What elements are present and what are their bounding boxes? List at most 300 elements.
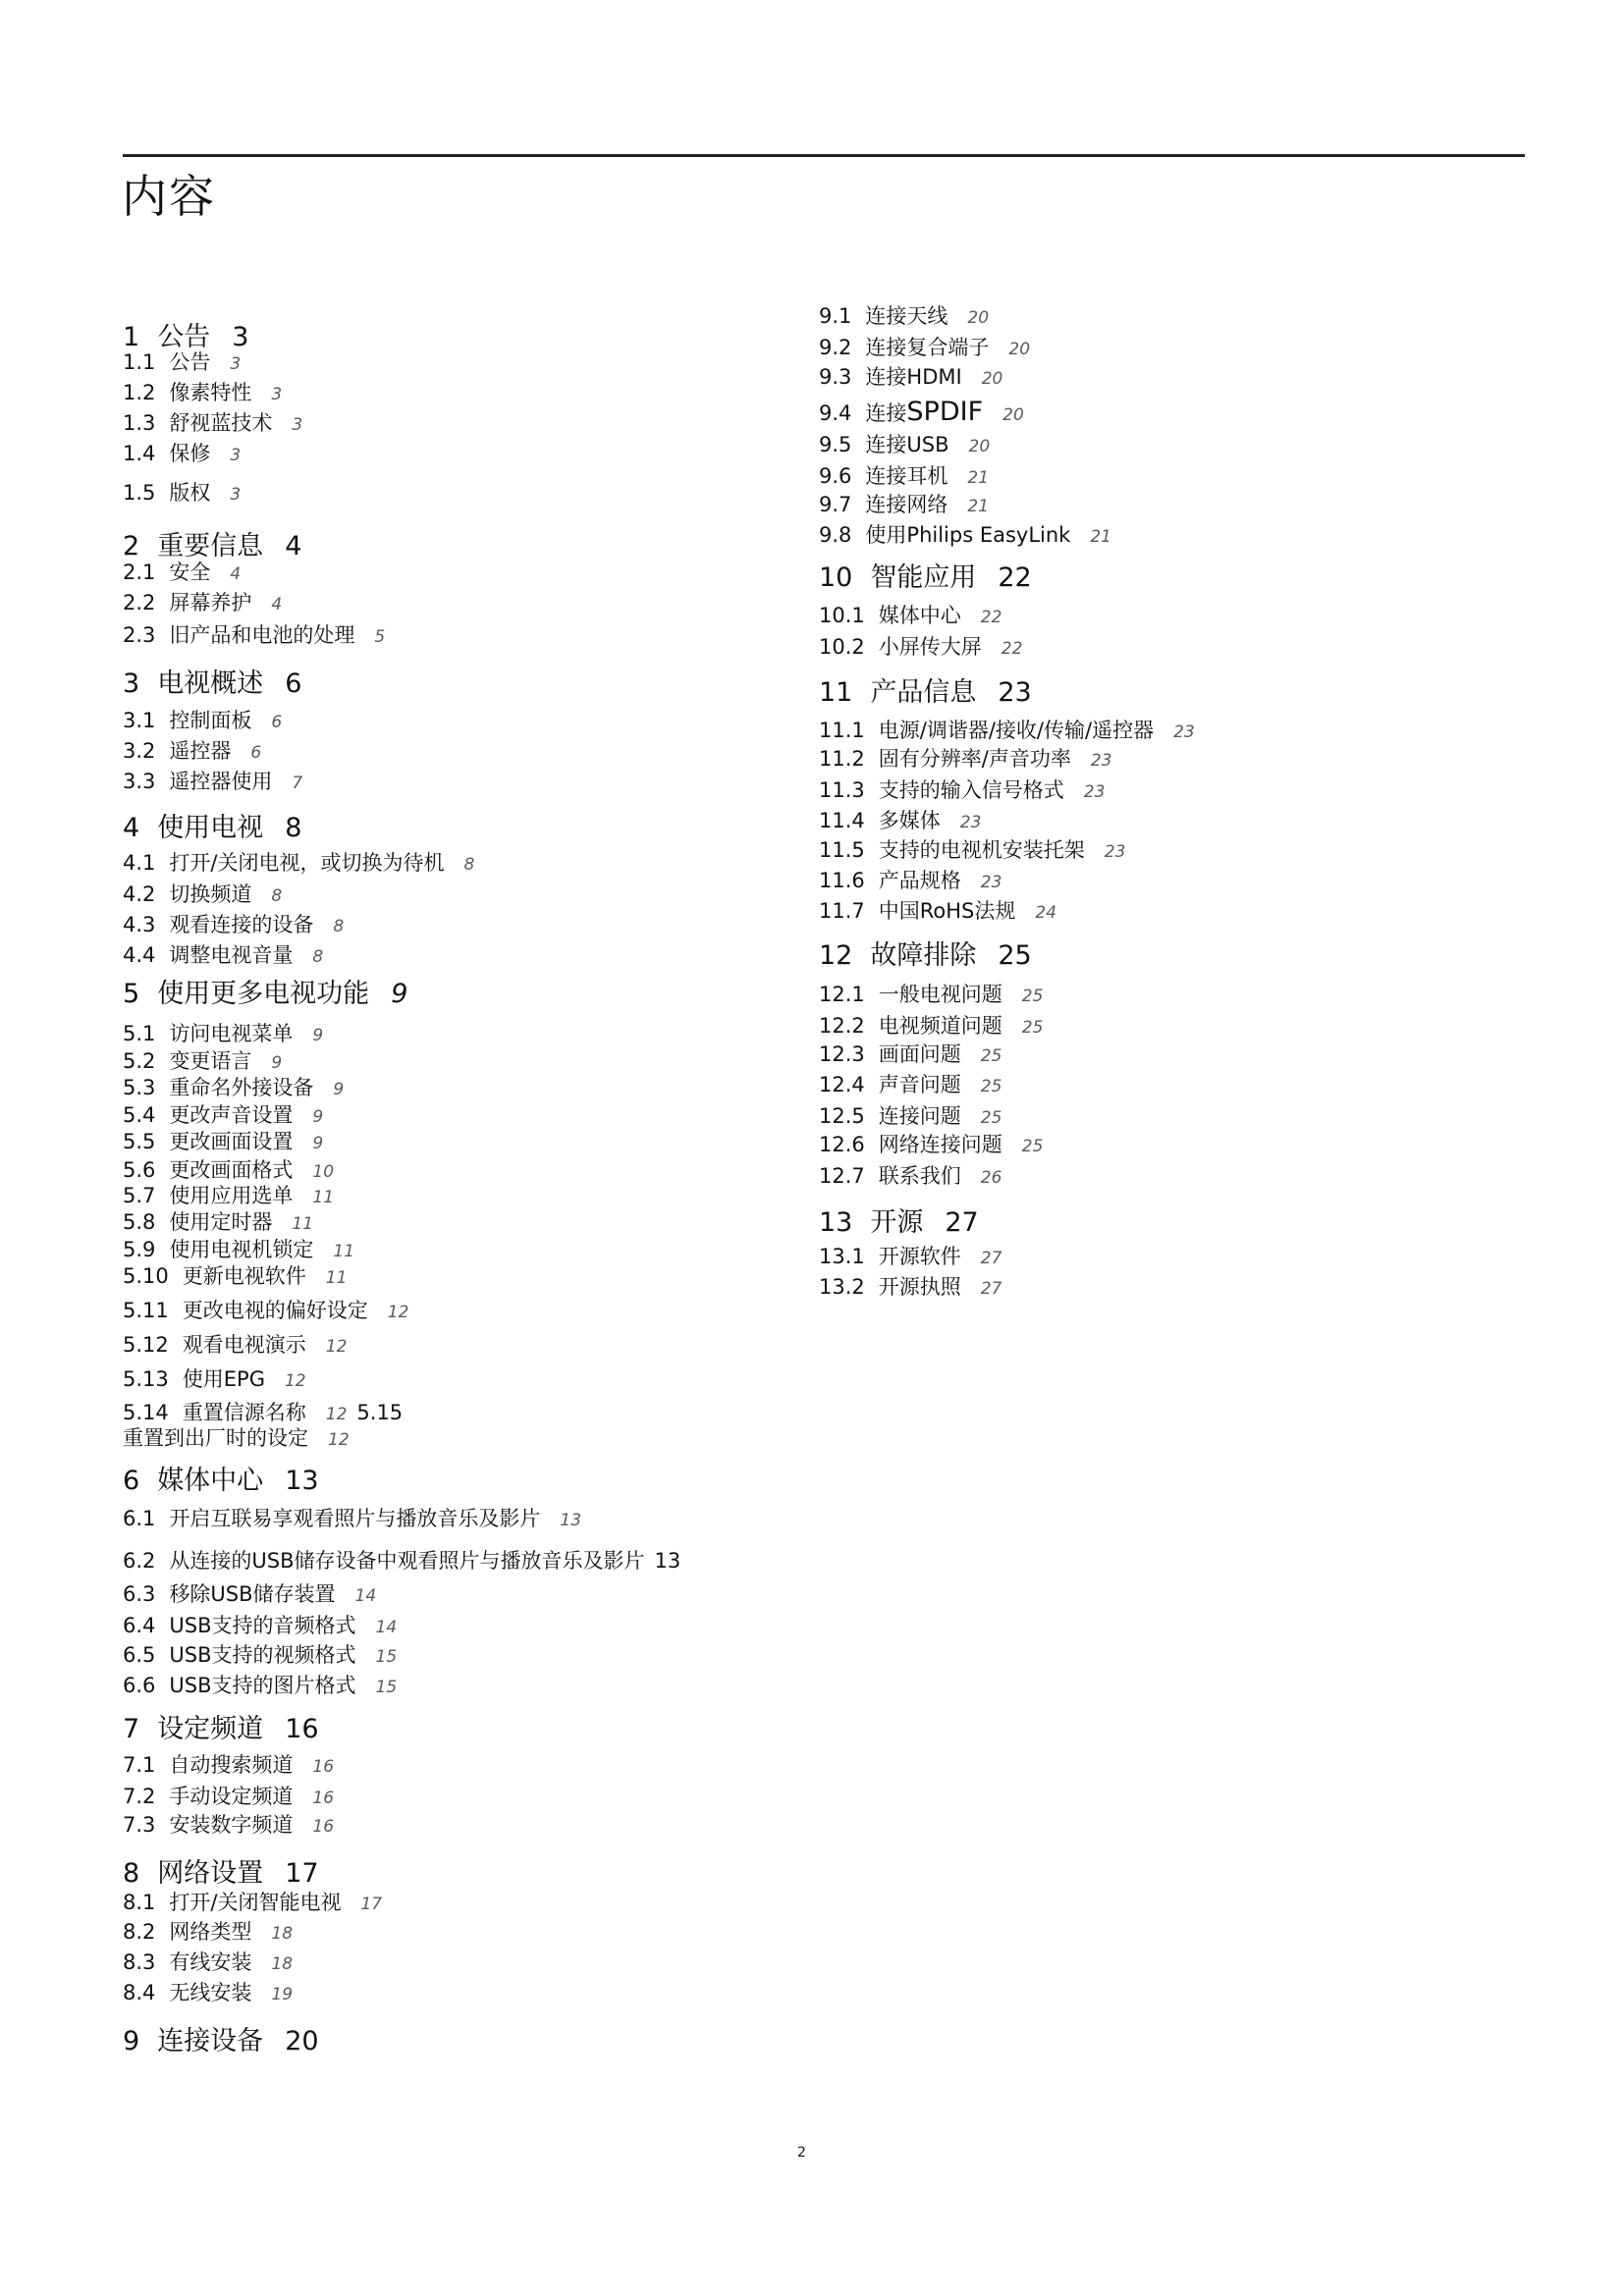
toc-entry-page: 25 [1021,1018,1044,1038]
toc-entry-title: 一般电视问题 [878,983,1002,1006]
toc-entry-number: 9.7 [819,493,852,516]
toc-entry-page: 25 [980,1046,1002,1066]
toc-section[interactable] [123,1581,376,1609]
toc-entry-page: 22 [980,608,1002,627]
toc-entry-page: 11 [325,1268,348,1288]
toc-entry-page: 9 [391,979,408,1009]
toc-entry-title: 支持的电视机安装托架 [878,838,1085,862]
toc-entry-title: 遥控器使用 [169,770,273,793]
toc-section[interactable] [123,1949,293,1977]
toc-entry-number: 5.12 [123,1333,169,1357]
toc-entry-page: 12 [325,1405,348,1424]
toc-entry-page: 21 [967,468,990,488]
toc-entry-page: 25 [980,1108,1002,1128]
toc-section[interactable] [819,868,1001,895]
toc-section[interactable] [123,1890,382,1917]
toc-entry-number: 6.5 [123,1643,156,1667]
toc-entry-page: 8 [312,947,324,967]
toc-entry-page: 11 [292,1214,314,1234]
toc-entry-page: 22 [998,562,1032,593]
toc-entry-number: 7.3 [123,1813,156,1837]
toc-entry-page: 3 [230,354,242,374]
toc-entry-title: 重置到出厂时的设定 [123,1426,308,1450]
toc-entry-number: 11.3 [819,778,865,802]
toc-entry-number: 4.1 [123,851,156,875]
toc-entry-title: 安全 [169,561,211,584]
toc-section[interactable] [819,303,989,331]
toc-entry-page: 13 [560,1511,582,1530]
toc-entry-page: 26 [980,1168,1002,1188]
toc-entry-title: 重要信息 [157,531,264,561]
toc-entry-title: 媒体中心 [878,604,961,627]
toc-entry-title: 观看电视演示 [182,1333,306,1357]
toc-entry-number: 5.9 [123,1238,156,1261]
toc-entry-number: 6.2 [123,1549,156,1573]
toc-section[interactable] [123,1021,323,1048]
toc-entry-title: 切换频道 [169,882,252,906]
toc-section[interactable] [819,1103,1001,1131]
toc-entry-title: 产品信息 [870,677,977,708]
toc-section[interactable] [819,522,1111,550]
toc-entry-page: 16 [312,1817,335,1837]
toc-entry-page: 25 [998,940,1032,971]
toc-entry-trailing-number: 5.15 [356,1401,404,1424]
toc-section[interactable] [123,622,385,650]
toc-section[interactable] [819,1132,1043,1159]
toc-entry-page: 9 [271,1053,283,1073]
toc-section[interactable] [123,380,282,407]
toc-entry-title: 公告 [169,350,211,374]
toc-entry-number: 13 [819,1207,853,1238]
toc-entry-number: 3 [123,668,140,699]
toc-section[interactable] [819,397,1024,428]
toc-entry-title: 更改画面格式 [169,1158,294,1182]
toc-entry-title: 智能应用 [870,562,977,593]
toc-entry-number: 10.2 [819,635,865,659]
toc-entry-number: 5.5 [123,1130,156,1153]
toc-entry-number: 11.2 [819,747,865,771]
toc-entry-number: 8.2 [123,1920,156,1944]
toc-entry-title: 网络设置 [157,1858,264,1889]
toc-entry-number: 6.6 [123,1674,156,1697]
toc-entry-title: 重置信源名称 [182,1401,306,1424]
toc-section[interactable] [123,1613,397,1640]
toc-entry-page: 3 [292,415,303,435]
toc-section[interactable] [819,364,1002,392]
toc-entry-number: 1.1 [123,350,156,374]
toc-entry-title: 开源软件 [878,1245,961,1268]
toc-entry-number: 5.11 [123,1299,169,1322]
toc-section[interactable] [123,1980,293,2007]
toc-section[interactable] [123,441,241,468]
toc-section[interactable] [123,1183,334,1210]
toc-entry-title: 声音问题 [878,1073,961,1096]
toc-entry-title: 更改电视的偏好设定 [182,1299,368,1322]
toc-entry-number: 5.7 [123,1184,156,1207]
toc-entry-page: 3 [230,485,242,505]
toc-section[interactable] [819,1163,1001,1191]
toc-entry-number: 9.6 [819,464,852,488]
toc-entry-number: 6.4 [123,1614,156,1637]
toc-entry-number: 2.3 [123,623,156,647]
toc-entry-title: 使用更多电视功能 [157,979,370,1009]
toc-entry-page: 20 [967,308,990,328]
toc-entry-page: 20 [1008,340,1031,359]
toc-section[interactable] [123,1102,323,1130]
toc-entry-number: 5.13 [123,1367,169,1391]
toc-chapter[interactable] [819,940,1032,972]
toc-entry-number: 8.1 [123,1891,156,1914]
toc-section[interactable] [123,1642,397,1670]
toc-entry-number: 12.6 [819,1133,865,1156]
toc-entry-title: 使用电视 [157,813,264,843]
toc-entry-title: 使用Philips EasyLink [865,523,1071,547]
toc-chapter[interactable] [123,2026,319,2057]
toc-entry-page: 17 [360,1895,383,1914]
toc-entry-number: 3.2 [123,739,156,763]
toc-entry-page: 12 [325,1337,348,1357]
toc-entry-page: 23 [980,873,1002,892]
toc-chapter[interactable] [123,1466,319,1497]
toc-entry-number: 4.2 [123,882,156,906]
toc-entry-number: 7 [123,1714,140,1744]
toc-entry-page: 21 [967,497,990,516]
toc-section[interactable] [123,850,474,878]
page-number: 2 [797,2145,806,2161]
toc-entry-number: 8.3 [123,1950,156,1974]
toc-entry-title: 支持的输入信号格式 [878,778,1064,802]
toc-entry-page: 23 [1173,722,1195,742]
toc-entry-title: 安装数字频道 [169,1813,294,1837]
toc-entry-title: 连接HDMI [865,365,962,389]
toc-entry-number: 4 [123,813,140,843]
toc-entry-number: 4.4 [123,943,156,967]
toc-section[interactable] [123,1506,581,1533]
toc-section[interactable] [819,808,981,835]
toc-section[interactable] [819,718,1195,745]
toc-entry-page: 8 [285,813,302,843]
toc-section[interactable] [819,1274,1001,1302]
toc-entry-title: 打开/关闭电视，或切换为待机 [169,851,445,875]
toc-entry-title: 使用定时器 [169,1210,273,1234]
toc-entry-title: 设定频道 [157,1714,264,1744]
toc-section[interactable] [123,410,302,438]
toc-section[interactable] [123,560,241,587]
toc-entry-number: 12.4 [819,1073,865,1096]
toc-entry-page: 9 [312,1134,324,1153]
toc-entry-title: 连接网络 [865,493,948,516]
toc-entry-number: 5.8 [123,1210,156,1234]
toc-entry-title: 访问电视菜单 [169,1022,294,1045]
toc-section[interactable] [123,769,302,796]
toc-section[interactable] [819,603,1001,630]
toc-entry-page: 16 [285,1714,319,1744]
toc-entry-title: 媒体中心 [157,1466,264,1496]
toc-chapter[interactable] [123,1714,319,1745]
toc-section[interactable] [819,982,1043,1009]
toc-chapter[interactable] [123,1858,319,1890]
toc-entry-title: 电视频道问题 [878,1014,1002,1038]
toc-section[interactable] [819,335,1030,362]
toc-section[interactable] [819,463,989,491]
toc-entry-page: 11 [312,1188,335,1207]
toc-entry-title: 电视概述 [157,668,264,699]
toc-section[interactable] [819,634,1022,662]
toc-entry-page: 6 [285,668,302,699]
toc-entry-title: 无线安装 [169,1981,252,2004]
toc-entry-title: 网络类型 [169,1920,252,1944]
toc-entry-title: USB支持的图片格式 [169,1674,356,1697]
toc-entry-page: 14 [354,1586,377,1606]
toc-entry-title: 画面问题 [878,1042,961,1066]
toc-entry-title: 重命名外接设备 [169,1076,314,1099]
header-rule [123,154,1525,157]
toc-section[interactable] [819,777,1105,805]
toc-entry-page: 3 [232,322,249,352]
toc-entry-page: 23 [959,813,982,832]
toc-entry-number: 13.1 [819,1245,865,1268]
toc-entry-number: 11.1 [819,719,865,742]
toc-entry-title: 舒视蓝技术 [169,411,273,435]
toc-entry-page: 4 [230,564,242,584]
toc-entry-page: 20 [981,369,1003,389]
toc-section[interactable] [123,912,344,939]
toc-chapter[interactable] [123,979,407,1010]
toc-entry-title: 控制面板 [169,709,252,732]
toc-entry-page: 20 [968,437,991,456]
toc-section[interactable] [123,1784,334,1811]
toc-entry-number: 5.14 [123,1401,169,1424]
toc-section[interactable] [819,746,1111,774]
toc-entry-page: 25 [1021,987,1044,1006]
toc-section[interactable] [123,1237,354,1264]
toc-entry-title: 打开/关闭智能电视 [169,1891,342,1914]
toc-section[interactable] [123,1425,350,1453]
toc-entry-page: 9 [333,1080,345,1099]
toc-entry-number: 11 [819,677,853,708]
toc-entry-number: 12.3 [819,1042,865,1066]
toc-entry-title: 变更语言 [169,1049,252,1073]
toc-entry-title: 固有分辨率/声音功率 [878,747,1071,771]
toc-chapter[interactable] [123,813,301,844]
toc-section[interactable] [123,1298,408,1325]
toc-entry-title: USB支持的音频格式 [169,1614,356,1637]
toc-entry-number: 9 [123,2026,140,2056]
toc-entry-title: 观看连接的设备 [169,913,314,936]
toc-entry-page: 19 [271,1985,294,2004]
toc-entry-number: 1.5 [123,481,156,505]
toc-entry-page: 18 [271,1954,294,1974]
toc-entry-title: 开源执照 [878,1275,961,1299]
toc-section[interactable] [123,1157,334,1185]
toc-entry-title: USB支持的视频格式 [169,1643,356,1667]
toc-section[interactable] [123,1812,334,1840]
toc-entry-page: 13 [654,1549,681,1573]
toc-entry-page: 9 [312,1026,324,1045]
toc-entry-page: 6 [250,743,262,763]
toc-entry-title: 产品规格 [878,869,961,892]
toc-entry-number: 10 [819,562,853,593]
toc-section[interactable] [819,1041,1001,1069]
toc-entry-number: 5.3 [123,1076,156,1099]
toc-section[interactable] [819,1244,1001,1271]
toc-entry-number: 3.1 [123,709,156,732]
toc-entry-number: 9.5 [819,433,852,456]
toc-entry-title: 连接问题 [878,1104,961,1128]
toc-entry-page: 27 [980,1249,1002,1268]
toc-entry-number: 1.3 [123,411,156,435]
toc-section[interactable] [123,1752,334,1780]
toc-entry-title: 更改画面设置 [169,1130,294,1153]
toc-entry-title: 遥控器 [169,739,232,763]
toc-chapter[interactable] [123,668,301,700]
toc-section[interactable] [123,942,323,970]
toc-entry-title: 公告 [157,322,211,352]
toc-entry-number: 1 [123,322,140,352]
toc-section[interactable] [123,738,261,766]
toc-entry-title: 从连接的USB储存设备中观看照片与播放音乐及影片 [169,1549,645,1573]
toc-entry-number: 9.2 [819,336,852,359]
toc-entry-number: 12 [819,940,853,971]
toc-entry-title: 连接设备 [157,2026,264,2056]
toc-entry-title: 使用应用选单 [169,1184,294,1207]
toc-entry-title: 连接天线 [865,304,948,328]
toc-entry-title: 使用EPG [182,1367,265,1391]
toc-entry-number: 5.6 [123,1158,156,1182]
toc-entry-page: 4 [271,595,283,614]
toc-entry-number: 5.1 [123,1022,156,1045]
toc-entry-number: 7.1 [123,1753,156,1777]
toc-entry-page: 11 [333,1242,355,1261]
toc-entry-number: 9.4 [819,401,852,425]
toc-entry-page: 3 [230,446,242,465]
toc-section[interactable] [123,1332,347,1360]
toc-entry-title: 小屏传大屏 [878,635,982,659]
toc-entry-number: 9.1 [819,304,852,328]
toc-chapter[interactable] [819,562,1032,594]
toc-section[interactable] [123,1075,344,1102]
toc-entry-number: 11.7 [819,899,865,923]
toc-section[interactable] [123,480,241,507]
toc-entry-title: 多媒体 [878,809,941,832]
toc-entry-page: 8 [463,855,475,875]
toc-entry-page: 13 [285,1466,319,1496]
toc-section[interactable] [819,492,989,519]
toc-entry-title: 连接耳机 [865,464,948,488]
toc-entry-page: 23 [1083,782,1106,802]
toc-entry-page: 16 [312,1757,335,1777]
toc-entry-title: 连接USB [865,433,949,456]
toc-section[interactable] [123,1209,313,1237]
toc-entry-number: 12.5 [819,1104,865,1128]
toc-entry-number: 5 [123,979,140,1009]
toc-entry-number: 3.3 [123,770,156,793]
toc-entry-page: 8 [333,917,345,936]
toc-section[interactable] [123,1919,293,1947]
toc-entry-page: 18 [271,1924,294,1944]
toc-entry-page: 9 [312,1107,324,1127]
toc-section[interactable] [123,349,241,377]
toc-entry-title: 版权 [169,481,211,505]
toc-entry-number: 1.4 [123,442,156,465]
toc-entry-page: 4 [285,531,302,561]
toc-entry-title: 保修 [169,442,211,465]
toc-entry-number: 6.1 [123,1507,156,1530]
toc-entry-page: 15 [375,1647,398,1667]
toc-entry-page: 27 [980,1279,1002,1299]
toc-entry-page: 20 [1002,405,1024,425]
toc-entry-page: 10 [312,1162,335,1182]
toc-section[interactable] [819,898,1056,926]
toc-entry-page: 25 [980,1077,1002,1096]
toc-section[interactable] [123,590,282,617]
toc-section[interactable] [123,1048,282,1076]
toc-entry-title: 移除USB储存装置 [169,1582,336,1606]
toc-section[interactable] [819,1072,1001,1099]
toc-section[interactable] [819,837,1125,865]
toc-entry-page: 15 [375,1678,398,1697]
toc-entry-title: 使用电视机锁定 [169,1238,314,1261]
toc-entry-number: 9.8 [819,523,852,547]
toc-entry-number: 11.5 [819,838,865,862]
toc-section[interactable] [123,1400,403,1427]
toc-entry-number: 12.1 [819,983,865,1006]
toc-section[interactable] [123,708,282,735]
toc-entry-title: 网络连接问题 [878,1133,1002,1156]
toc-section[interactable] [819,1013,1043,1041]
toc-entry-number: 7.2 [123,1785,156,1808]
toc-section[interactable] [123,1366,306,1394]
toc-entry-title: 联系我们 [878,1164,961,1188]
toc-section[interactable] [123,881,282,909]
toc-entry-title: 像素特性 [169,381,252,404]
toc-entry-page: 21 [1090,527,1111,547]
toc-entry-number: 12.2 [819,1014,865,1038]
toc-entry-title: 自动搜索频道 [169,1753,294,1777]
toc-entry-number: 11.6 [819,869,865,892]
toc-entry-page: 12 [387,1303,409,1322]
toc-entry-number: 11.4 [819,809,865,832]
toc-entry-title: 旧产品和电池的处理 [169,623,355,647]
toc-entry-number: 1.2 [123,381,156,404]
toc-entry-number: 6.3 [123,1582,156,1606]
toc-entry-title: 调整电视音量 [169,943,294,967]
toc-entry-page: 5 [374,627,386,647]
toc-section[interactable] [123,1548,680,1574]
toc-entry-page: 20 [285,2026,319,2056]
toc-entry-title: 更新电视软件 [182,1264,306,1288]
toc-entry-number: 13.2 [819,1275,865,1299]
toc-entry-page: 17 [285,1858,319,1889]
toc-entry-number: 5.2 [123,1049,156,1073]
toc-entry-number: 2.2 [123,591,156,614]
toc-entry-title: 有线安装 [169,1950,252,1974]
toc-entry-page: 23 [1090,751,1112,771]
toc-entry-number: 5.10 [123,1264,169,1288]
toc-section[interactable] [123,1129,323,1156]
toc-entry-number: 5.4 [123,1103,156,1127]
toc-entry-page: 22 [1001,639,1023,659]
toc-entry-title: 连接复合端子 [865,336,990,359]
toc-entry-number: 2 [123,531,140,561]
toc-chapter[interactable] [123,531,301,562]
toc-section[interactable] [819,432,990,459]
toc-chapter[interactable] [819,1207,979,1239]
toc-chapter[interactable] [819,677,1032,709]
toc-section[interactable] [123,1673,397,1700]
toc-entry-page: 7 [292,774,303,793]
toc-section[interactable] [123,1263,347,1291]
